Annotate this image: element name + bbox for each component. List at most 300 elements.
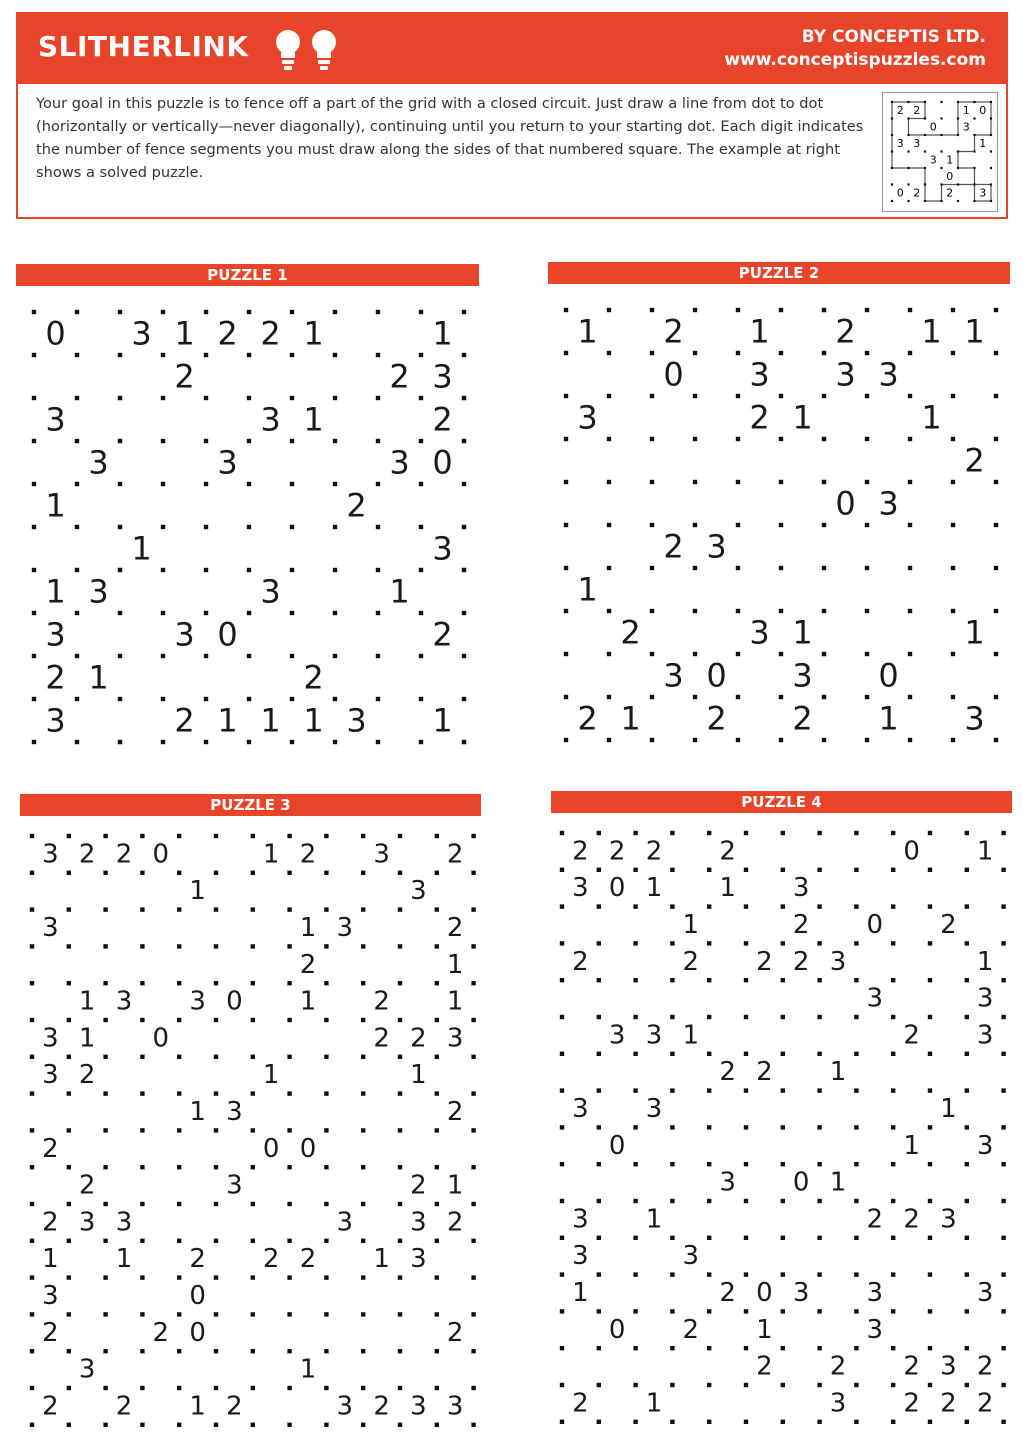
puzzle-1-dot xyxy=(247,482,251,486)
difficulty-indicator xyxy=(272,28,342,78)
puzzle-4-dot xyxy=(928,1383,932,1387)
puzzle-3-dot xyxy=(287,1165,291,1169)
puzzle-4-dot xyxy=(1001,1309,1005,1313)
example-dot xyxy=(907,134,909,136)
puzzle-1-dot xyxy=(419,568,423,572)
puzzle-4-dot xyxy=(1001,978,1005,982)
example-clue: 3 xyxy=(929,153,937,167)
puzzle-1-dot xyxy=(290,310,294,314)
puzzle-2-dot xyxy=(564,394,568,398)
puzzle-2-dot xyxy=(865,308,869,312)
puzzle-2-dot xyxy=(865,394,869,398)
puzzle-1-dot xyxy=(118,439,122,443)
puzzle-2-dot xyxy=(564,308,568,312)
puzzle-4-dot xyxy=(854,831,858,835)
puzzle-3-clue: 0 xyxy=(152,1023,170,1054)
puzzle-2-dot xyxy=(779,566,783,570)
puzzle-3-dot xyxy=(361,834,365,838)
puzzle-3-dot xyxy=(435,1423,439,1427)
puzzle-4-heading: PUZZLE 4 xyxy=(551,791,1012,813)
puzzle-3-heading: PUZZLE 3 xyxy=(20,794,481,816)
puzzle-3-dot xyxy=(30,1202,34,1206)
example-dot xyxy=(990,183,992,185)
puzzle-3-dot xyxy=(435,834,439,838)
puzzle-2-clue: 3 xyxy=(663,656,684,695)
puzzle-2-dot xyxy=(693,609,697,613)
puzzle-3-dot xyxy=(214,1423,218,1427)
puzzle-4-clue: 1 xyxy=(903,1130,920,1161)
puzzle-1-clue: 3 xyxy=(88,443,109,482)
puzzle-3-dot xyxy=(398,944,402,948)
puzzle-4-dot xyxy=(707,904,711,908)
puzzle-3-dot xyxy=(324,1349,328,1353)
example-dot xyxy=(973,101,975,103)
puzzle-2-clue: 2 xyxy=(792,699,813,738)
puzzle-3-dot xyxy=(324,981,328,985)
puzzle-2-clue: 0 xyxy=(878,656,899,695)
puzzle-4-dot xyxy=(928,1125,932,1129)
example-dot xyxy=(924,183,926,185)
puzzle-2-dot xyxy=(779,480,783,484)
puzzle-2-dot xyxy=(951,480,955,484)
puzzle-4-dot xyxy=(597,1052,601,1056)
puzzle-2-dot xyxy=(564,738,568,742)
puzzle-3-dot xyxy=(361,1202,365,1206)
puzzle-3-dot xyxy=(30,1165,34,1169)
puzzle-2-dot xyxy=(908,480,912,484)
puzzle-3-dot xyxy=(251,1239,255,1243)
puzzle-3-dot xyxy=(251,907,255,911)
puzzle-3-dot xyxy=(67,1239,71,1243)
puzzle-2-dot xyxy=(865,523,869,527)
puzzle-3-dot xyxy=(324,1018,328,1022)
puzzle-4-dot xyxy=(781,1272,785,1276)
puzzle-4-dot xyxy=(928,1052,932,1056)
puzzle-3-dot xyxy=(214,1386,218,1390)
puzzle-3-clue: 0 xyxy=(262,1133,280,1164)
puzzle-3-dot xyxy=(435,1128,439,1132)
puzzle-2-clue: 1 xyxy=(921,398,942,437)
example-dot xyxy=(957,101,959,103)
example-clue: 2 xyxy=(913,103,921,117)
puzzle-3-dot xyxy=(361,1423,365,1427)
puzzle-1-dot xyxy=(247,439,251,443)
puzzle-4-dot xyxy=(670,1015,674,1019)
puzzle-2-dot xyxy=(951,437,955,441)
puzzle-3-dot xyxy=(251,834,255,838)
puzzle-2-dot xyxy=(951,738,955,742)
puzzle-1-dot xyxy=(204,697,208,701)
puzzle-1-clue: 2 xyxy=(174,357,195,396)
puzzle-3-dot xyxy=(471,1423,475,1427)
puzzle-2-clue: 2 xyxy=(577,699,598,738)
puzzle-3-dot xyxy=(287,834,291,838)
puzzle-1-clue: 1 xyxy=(88,658,109,697)
puzzle-3-clue: 3 xyxy=(42,1281,59,1311)
puzzle-4-clue: 2 xyxy=(608,836,626,867)
puzzle-3-dot xyxy=(361,1239,365,1243)
puzzle-4-dot xyxy=(633,1088,637,1092)
puzzle-1-dot xyxy=(290,439,294,443)
puzzle-1-dot xyxy=(419,310,423,314)
puzzle-2-dot xyxy=(693,437,697,441)
puzzle-4-dot xyxy=(707,1420,711,1424)
puzzle-3-clue: 2 xyxy=(78,1170,96,1201)
publisher-url[interactable]: www.conceptispuzzles.com xyxy=(724,50,986,70)
puzzle-2-dot xyxy=(951,566,955,570)
puzzle-2-clue: 1 xyxy=(921,312,942,351)
puzzle-4-grid[interactable] xyxy=(562,833,1002,1423)
puzzle-4-clue: 3 xyxy=(572,873,589,904)
puzzle-4-dot xyxy=(817,1236,821,1240)
puzzle-3-dot xyxy=(398,1165,402,1169)
puzzle-1-clue: 2 xyxy=(432,400,453,439)
puzzle-3-dot xyxy=(177,1128,181,1132)
puzzle-4-dot xyxy=(781,1309,785,1313)
example-dot xyxy=(990,150,992,152)
puzzle-4-clue: 3 xyxy=(572,1241,589,1272)
puzzle-3-dot xyxy=(251,1202,255,1206)
puzzle-2-dot xyxy=(994,695,998,699)
puzzle-3-dot xyxy=(140,1423,144,1427)
puzzle-1-dot xyxy=(75,396,79,400)
puzzle-2-clue: 2 xyxy=(620,613,641,652)
puzzle-4-dot xyxy=(781,1236,785,1240)
puzzle-1-dot xyxy=(247,611,251,615)
puzzle-3-dot xyxy=(435,981,439,985)
puzzle-4-dot xyxy=(965,1199,969,1203)
example-dot xyxy=(924,150,926,152)
puzzle-2-clue: 2 xyxy=(835,312,856,351)
puzzle-2-dot xyxy=(951,351,955,355)
puzzle-3-dot xyxy=(103,834,107,838)
puzzle-4-dot xyxy=(597,1125,601,1129)
puzzle-2-clue: 3 xyxy=(835,355,856,394)
puzzle-3-clue: 0 xyxy=(226,986,243,1017)
puzzle-4-dot xyxy=(854,1088,858,1092)
puzzle-4-dot xyxy=(817,868,821,872)
puzzle-2-clue: 3 xyxy=(749,355,770,394)
puzzle-3-dot xyxy=(471,1386,475,1390)
puzzle-3-dot xyxy=(67,1128,71,1132)
puzzle-4-dot xyxy=(854,868,858,872)
puzzle-3-dot xyxy=(287,1055,291,1059)
puzzle-4-dot xyxy=(1001,1383,1005,1387)
puzzle-4-dot xyxy=(597,978,601,982)
puzzle-4-clue: 1 xyxy=(719,873,736,904)
puzzle-3-dot xyxy=(67,1312,71,1316)
puzzle-3-dot xyxy=(30,1055,34,1059)
puzzle-4-dot xyxy=(597,1236,601,1240)
puzzle-4-clue: 1 xyxy=(572,1278,589,1308)
puzzle-1-dot xyxy=(75,482,79,486)
puzzle-4-dot xyxy=(560,1236,564,1240)
puzzle-3-dot xyxy=(103,1239,107,1243)
puzzle-1-dot xyxy=(204,310,208,314)
puzzle-4-clue: 0 xyxy=(608,1130,626,1161)
puzzle-1-dot xyxy=(75,310,79,314)
puzzle-4-dot xyxy=(928,831,932,835)
puzzle-2-dot xyxy=(693,308,697,312)
puzzle-4-dot xyxy=(560,1420,564,1424)
puzzle-2-clue: 2 xyxy=(749,398,770,437)
puzzle-4-dot xyxy=(1001,1346,1005,1350)
puzzle-1-dot xyxy=(118,396,122,400)
puzzle-3-dot xyxy=(103,1202,107,1206)
puzzle-2-dot xyxy=(564,437,568,441)
puzzle-3-dot xyxy=(324,1091,328,1095)
puzzle-4-dot xyxy=(854,978,858,982)
lightbulb-icon xyxy=(312,30,336,70)
puzzle-4-dot xyxy=(744,868,748,872)
puzzle-4-dot xyxy=(891,831,895,835)
puzzle-3-dot xyxy=(471,1165,475,1169)
puzzle-1-dot xyxy=(333,482,337,486)
puzzle-3-dot xyxy=(30,907,34,911)
puzzle-2-dot xyxy=(736,523,740,527)
puzzle-4-dot xyxy=(781,1015,785,1019)
puzzle-1-clue: 2 xyxy=(389,357,410,396)
example-dot xyxy=(940,200,942,202)
puzzle-1-clue: 2 xyxy=(45,658,66,697)
puzzle-4-dot xyxy=(597,1015,601,1019)
puzzle-4-dot xyxy=(817,831,821,835)
puzzle-2-clue: 1 xyxy=(792,398,813,437)
puzzle-2-dot xyxy=(951,308,955,312)
puzzle-4-clue: 2 xyxy=(572,946,589,977)
puzzle-3-dot xyxy=(214,1165,218,1169)
puzzle-2-clue: 2 xyxy=(663,312,684,351)
puzzle-4-dot xyxy=(707,1052,711,1056)
puzzle-3-dot xyxy=(361,1091,365,1095)
puzzle-4-dot xyxy=(817,941,821,945)
puzzle-2-dot xyxy=(994,437,998,441)
puzzle-4-dot xyxy=(707,1383,711,1387)
puzzle-4-clue: 2 xyxy=(940,1388,957,1419)
puzzle-1-dot xyxy=(161,396,165,400)
example-dot xyxy=(940,101,942,103)
puzzle-1-dot xyxy=(75,568,79,572)
puzzle-1-dot xyxy=(32,439,36,443)
puzzle-3-dot xyxy=(140,871,144,875)
puzzle-1-dot xyxy=(419,482,423,486)
puzzle-4-dot xyxy=(560,941,564,945)
puzzle-4-dot xyxy=(670,1052,674,1056)
puzzle-4-dot xyxy=(928,1346,932,1350)
puzzle-1-dot xyxy=(333,654,337,658)
puzzle-1-dot xyxy=(161,482,165,486)
puzzle-1-dot xyxy=(419,611,423,615)
puzzle-3-dot xyxy=(435,1165,439,1169)
puzzle-2-dot xyxy=(908,394,912,398)
puzzle-2-dot xyxy=(908,609,912,613)
puzzle-1-dot xyxy=(32,525,36,529)
puzzle-2-dot xyxy=(951,523,955,527)
puzzle-3-grid[interactable] xyxy=(32,836,477,1426)
puzzle-1-clue: 3 xyxy=(346,701,367,740)
puzzle-3-dot xyxy=(251,1386,255,1390)
puzzle-3-clue: 2 xyxy=(189,1244,206,1275)
puzzle-1-clue: 3 xyxy=(45,400,66,439)
puzzle-4-dot xyxy=(670,1236,674,1240)
puzzle-4-dot xyxy=(1001,1272,1005,1276)
puzzle-3-dot xyxy=(471,834,475,838)
puzzle-4-clue: 2 xyxy=(976,1351,994,1382)
puzzle-4-dot xyxy=(670,978,674,982)
puzzle-3-clue: 1 xyxy=(42,1244,59,1275)
puzzle-3-dot xyxy=(398,1239,402,1243)
puzzle-2-dot xyxy=(736,351,740,355)
puzzle-3-dot xyxy=(30,834,34,838)
puzzle-2-dot xyxy=(822,308,826,312)
puzzle-4-dot xyxy=(597,831,601,835)
puzzle-2-clue: 2 xyxy=(964,441,985,480)
puzzle-1-dot xyxy=(118,740,122,744)
puzzle-4-dot xyxy=(707,868,711,872)
puzzle-4-dot xyxy=(1001,941,1005,945)
puzzle-3-dot xyxy=(214,1018,218,1022)
example-clue: 2 xyxy=(946,186,954,200)
puzzle-3-clue: 0 xyxy=(299,1133,317,1164)
puzzle-1-dot xyxy=(462,439,466,443)
puzzle-1-clue: 2 xyxy=(346,486,367,525)
puzzle-3-clue: 2 xyxy=(446,913,464,943)
puzzle-3-dot xyxy=(140,1275,144,1279)
puzzle-3-clue: 1 xyxy=(299,913,317,943)
puzzle-2-dot xyxy=(779,351,783,355)
puzzle-3-dot xyxy=(214,907,218,911)
puzzle-3-dot xyxy=(214,981,218,985)
puzzle-4-dot xyxy=(597,1199,601,1203)
puzzle-4-clue: 0 xyxy=(866,910,884,940)
puzzle-4-dot xyxy=(1001,1236,1005,1240)
puzzle-4-clue: 3 xyxy=(976,983,994,1014)
instructions-panel xyxy=(16,12,1008,219)
puzzle-2-dot xyxy=(779,308,783,312)
puzzle-3-clue: 3 xyxy=(446,1023,464,1054)
puzzle-4-clue: 2 xyxy=(940,910,957,940)
puzzle-2-dot xyxy=(822,480,826,484)
puzzle-4-dot xyxy=(817,1272,821,1276)
puzzle-3-dot xyxy=(140,1349,144,1353)
puzzle-3-clue: 2 xyxy=(446,1097,464,1127)
puzzle-3-clue: 1 xyxy=(446,1170,464,1201)
puzzle-3-clue: 3 xyxy=(78,1354,96,1385)
puzzle-3-dot xyxy=(67,1165,71,1169)
example-dot xyxy=(957,117,959,119)
puzzle-1-clue: 3 xyxy=(389,443,410,482)
puzzle-3-dot xyxy=(140,1165,144,1169)
puzzle-3-dot xyxy=(30,871,34,875)
puzzle-2-dot xyxy=(951,394,955,398)
puzzle-3-dot xyxy=(103,1091,107,1095)
puzzle-1-grid[interactable] xyxy=(34,312,466,744)
puzzle-3-clue: 1 xyxy=(115,1244,133,1275)
puzzle-1-clue: 1 xyxy=(303,314,324,353)
puzzle-3-clue: 2 xyxy=(115,1391,133,1422)
puzzle-4-dot xyxy=(817,1088,821,1092)
puzzle-3-dot xyxy=(67,1091,71,1095)
puzzle-4-dot xyxy=(744,1236,748,1240)
puzzle-3-dot xyxy=(398,1018,402,1022)
puzzle-2-dot xyxy=(693,394,697,398)
puzzle-3-dot xyxy=(287,1275,291,1279)
puzzle-4-clue: 3 xyxy=(682,1241,700,1272)
puzzle-1-clue: 1 xyxy=(131,529,152,568)
puzzle-1-dot xyxy=(247,568,251,572)
puzzle-3-dot xyxy=(251,1312,255,1316)
puzzle-3-clue: 2 xyxy=(42,1391,59,1422)
puzzle-3-dot xyxy=(471,1202,475,1206)
puzzle-2-grid[interactable] xyxy=(566,310,998,742)
example-clue: 3 xyxy=(962,120,970,134)
example-clue: 1 xyxy=(946,153,954,167)
example-dot xyxy=(973,134,975,136)
puzzle-3-clue: 2 xyxy=(226,1391,243,1422)
puzzle-3-dot xyxy=(103,871,107,875)
puzzle-3-dot xyxy=(471,981,475,985)
puzzle-3-dot xyxy=(67,871,71,875)
puzzle-2-clue: 1 xyxy=(878,699,899,738)
puzzle-2-dot xyxy=(908,437,912,441)
puzzle-4-dot xyxy=(670,831,674,835)
puzzle-4-dot xyxy=(965,1236,969,1240)
puzzle-3-clue: 2 xyxy=(446,1207,464,1238)
puzzle-3-dot xyxy=(103,907,107,911)
puzzle-4-dot xyxy=(1001,1199,1005,1203)
puzzle-3-dot xyxy=(361,907,365,911)
puzzle-4-clue: 3 xyxy=(645,1094,663,1124)
puzzle-4-dot xyxy=(854,1309,858,1313)
puzzle-4-clue: 2 xyxy=(682,1314,700,1345)
puzzle-3-dot xyxy=(30,1349,34,1353)
puzzle-4-dot xyxy=(1001,1125,1005,1129)
puzzle-4-dot xyxy=(817,1199,821,1203)
puzzle-2-dot xyxy=(607,523,611,527)
puzzle-1-dot xyxy=(290,396,294,400)
puzzle-3-clue: 2 xyxy=(373,986,390,1017)
puzzle-1-dot xyxy=(204,654,208,658)
puzzle-2-dot xyxy=(564,652,568,656)
puzzle-2-dot xyxy=(564,351,568,355)
puzzle-2-clue: 3 xyxy=(792,656,813,695)
puzzle-4-dot xyxy=(560,1088,564,1092)
puzzle-1-dot xyxy=(462,740,466,744)
puzzle-2-dot xyxy=(693,566,697,570)
puzzle-4-dot xyxy=(854,1125,858,1129)
puzzle-2-dot xyxy=(650,609,654,613)
puzzle-4-dot xyxy=(854,1052,858,1056)
example-dot xyxy=(924,134,926,136)
puzzle-3-dot xyxy=(251,1275,255,1279)
puzzle-4-clue: 2 xyxy=(645,836,663,867)
example-clue: 3 xyxy=(979,186,987,200)
puzzle-4-clue: 3 xyxy=(572,1094,589,1124)
puzzle-3-clue: 3 xyxy=(410,876,427,907)
puzzle-3-dot xyxy=(398,1386,402,1390)
puzzle-1-dot xyxy=(247,353,251,357)
example-dot xyxy=(990,200,992,202)
puzzle-3-dot xyxy=(140,1239,144,1243)
puzzle-4-dot xyxy=(817,1420,821,1424)
puzzle-3-dot xyxy=(398,1275,402,1279)
puzzle-1-dot xyxy=(161,740,165,744)
example-dot xyxy=(940,117,942,119)
puzzle-4-dot xyxy=(597,1088,601,1092)
puzzle-3-clue: 3 xyxy=(189,986,206,1017)
puzzle-1-clue: 2 xyxy=(260,314,281,353)
puzzle-2-dot xyxy=(736,695,740,699)
